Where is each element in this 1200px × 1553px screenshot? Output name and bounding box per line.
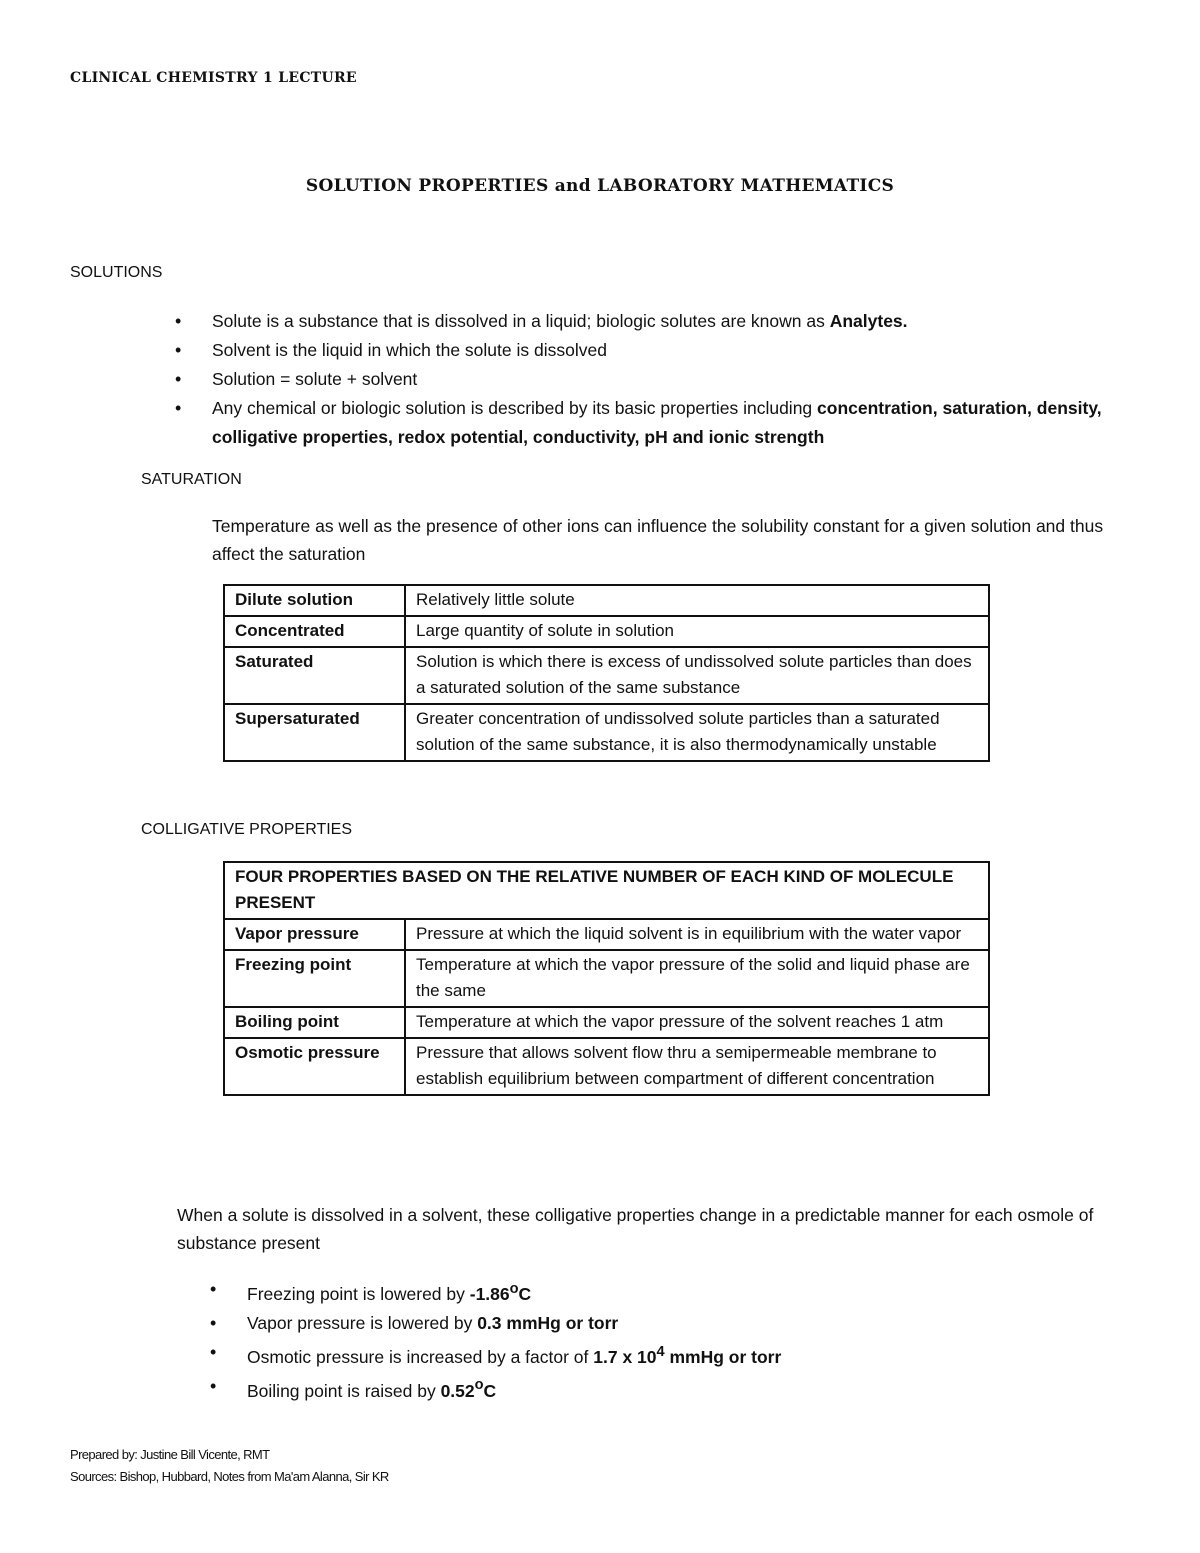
table-cell-term: Supersaturated [224, 704, 405, 761]
table-cell-desc: Temperature at which the vapor pressure of the solvent reaches 1 atm [405, 1007, 989, 1038]
list-item: • Freezing point is lowered by -1.86$^o$C [247, 1275, 1127, 1309]
table-cell-term: Dilute solution [224, 585, 405, 616]
table-header-cell: FOUR PROPERTIES BASED ON THE RELATIVE NUMBER OF EACH KIND OF MOLECULE PRESENT [224, 862, 989, 919]
table-row [224, 862, 989, 919]
list-item: • Solution = solute + solvent [212, 365, 1142, 394]
colligative-intro: When a solute is dissolved in a solvent, these colligative properties change in a predictable manner for each osmole of substance present [177, 1205, 1094, 1253]
table-row [224, 919, 989, 950]
section-heading-saturation: SATURATION [141, 471, 242, 488]
table-row [224, 647, 989, 704]
section-heading-solutions: SOLUTIONS [70, 264, 163, 281]
footer-prepared-by: Prepared by: Justine Bill Vicente, RMT [70, 1447, 270, 1462]
table-cell-term: Saturated [224, 647, 405, 704]
list-item: • Solute is a substance that is dissolved in a liquid; biologic solutes are known as Analytes. [212, 307, 1142, 336]
table-row [224, 1007, 989, 1038]
list-item: • Solvent is the liquid in which the solute is dissolved [212, 336, 1142, 365]
list-item: • Osmotic pressure is increased by a factor of 1.7 x $10^4$ mmHg or torr [247, 1338, 1127, 1372]
section-heading-colligative: COLLIGATIVE PROPERTIES [141, 821, 353, 838]
table-cell-desc: Large quantity of solute in solution [405, 616, 989, 647]
table-row [224, 950, 989, 1007]
table-cell-desc: Greater concentration of undissolved solute particles than a saturated solution of the same substance, it is also thermodynamically unstable [405, 704, 989, 761]
list-item: • Any chemical or biologic solution is described by its basic properties including concentration, saturation, density, colligative properties, redox potential, conductivity, pH and ionic strength [212, 394, 1142, 452]
saturation-table [223, 584, 990, 762]
table-cell-desc: Relatively little solute [405, 585, 989, 616]
table-cell-term: Freezing point [224, 950, 405, 1007]
list-item: • Vapor pressure is lowered by 0.3 mmHg or torr [247, 1309, 1127, 1338]
table-cell-desc: Solution is which there is excess of undissolved solute particles than does a saturated solution of the same substance [405, 647, 989, 704]
table-row [224, 585, 989, 616]
table-cell-desc: Pressure that allows solvent flow thru a semipermeable membrane to establish equilibrium between compartment of different concentration [405, 1038, 989, 1095]
colligative-bullet-list [247, 1275, 1127, 1405]
colligative-table [223, 861, 990, 1096]
list-item: • Boiling point is raised by 0.52$^o$C [247, 1372, 1127, 1406]
document-title: SOLUTION PROPERTIES and LABORATORY MATHEMATICS [305, 176, 895, 196]
solutions-bullet-list [212, 307, 1142, 452]
table-cell-term: Boiling point [224, 1007, 405, 1038]
table-cell-desc: Pressure at which the liquid solvent is in equilibrium with the water vapor [405, 919, 989, 950]
footer-sources: Sources: Bishop, Hubbard, Notes from Ma'am Alanna, Sir KR [70, 1469, 389, 1484]
table-cell-term: Vapor pressure [224, 919, 405, 950]
course-header: CLINICAL CHEMISTRY 1 LECTURE [70, 70, 357, 86]
table-cell-term: Osmotic pressure [224, 1038, 405, 1095]
table-row [224, 1038, 989, 1095]
saturation-intro: Temperature as well as the presence of other ions can influence the solubility constant for a given solution and thus affect the saturation [212, 516, 1104, 564]
table-cell-term: Concentrated [224, 616, 405, 647]
table-row [224, 616, 989, 647]
table-row [224, 704, 989, 761]
table-cell-desc: Temperature at which the vapor pressure of the solid and liquid phase are the same [405, 950, 989, 1007]
